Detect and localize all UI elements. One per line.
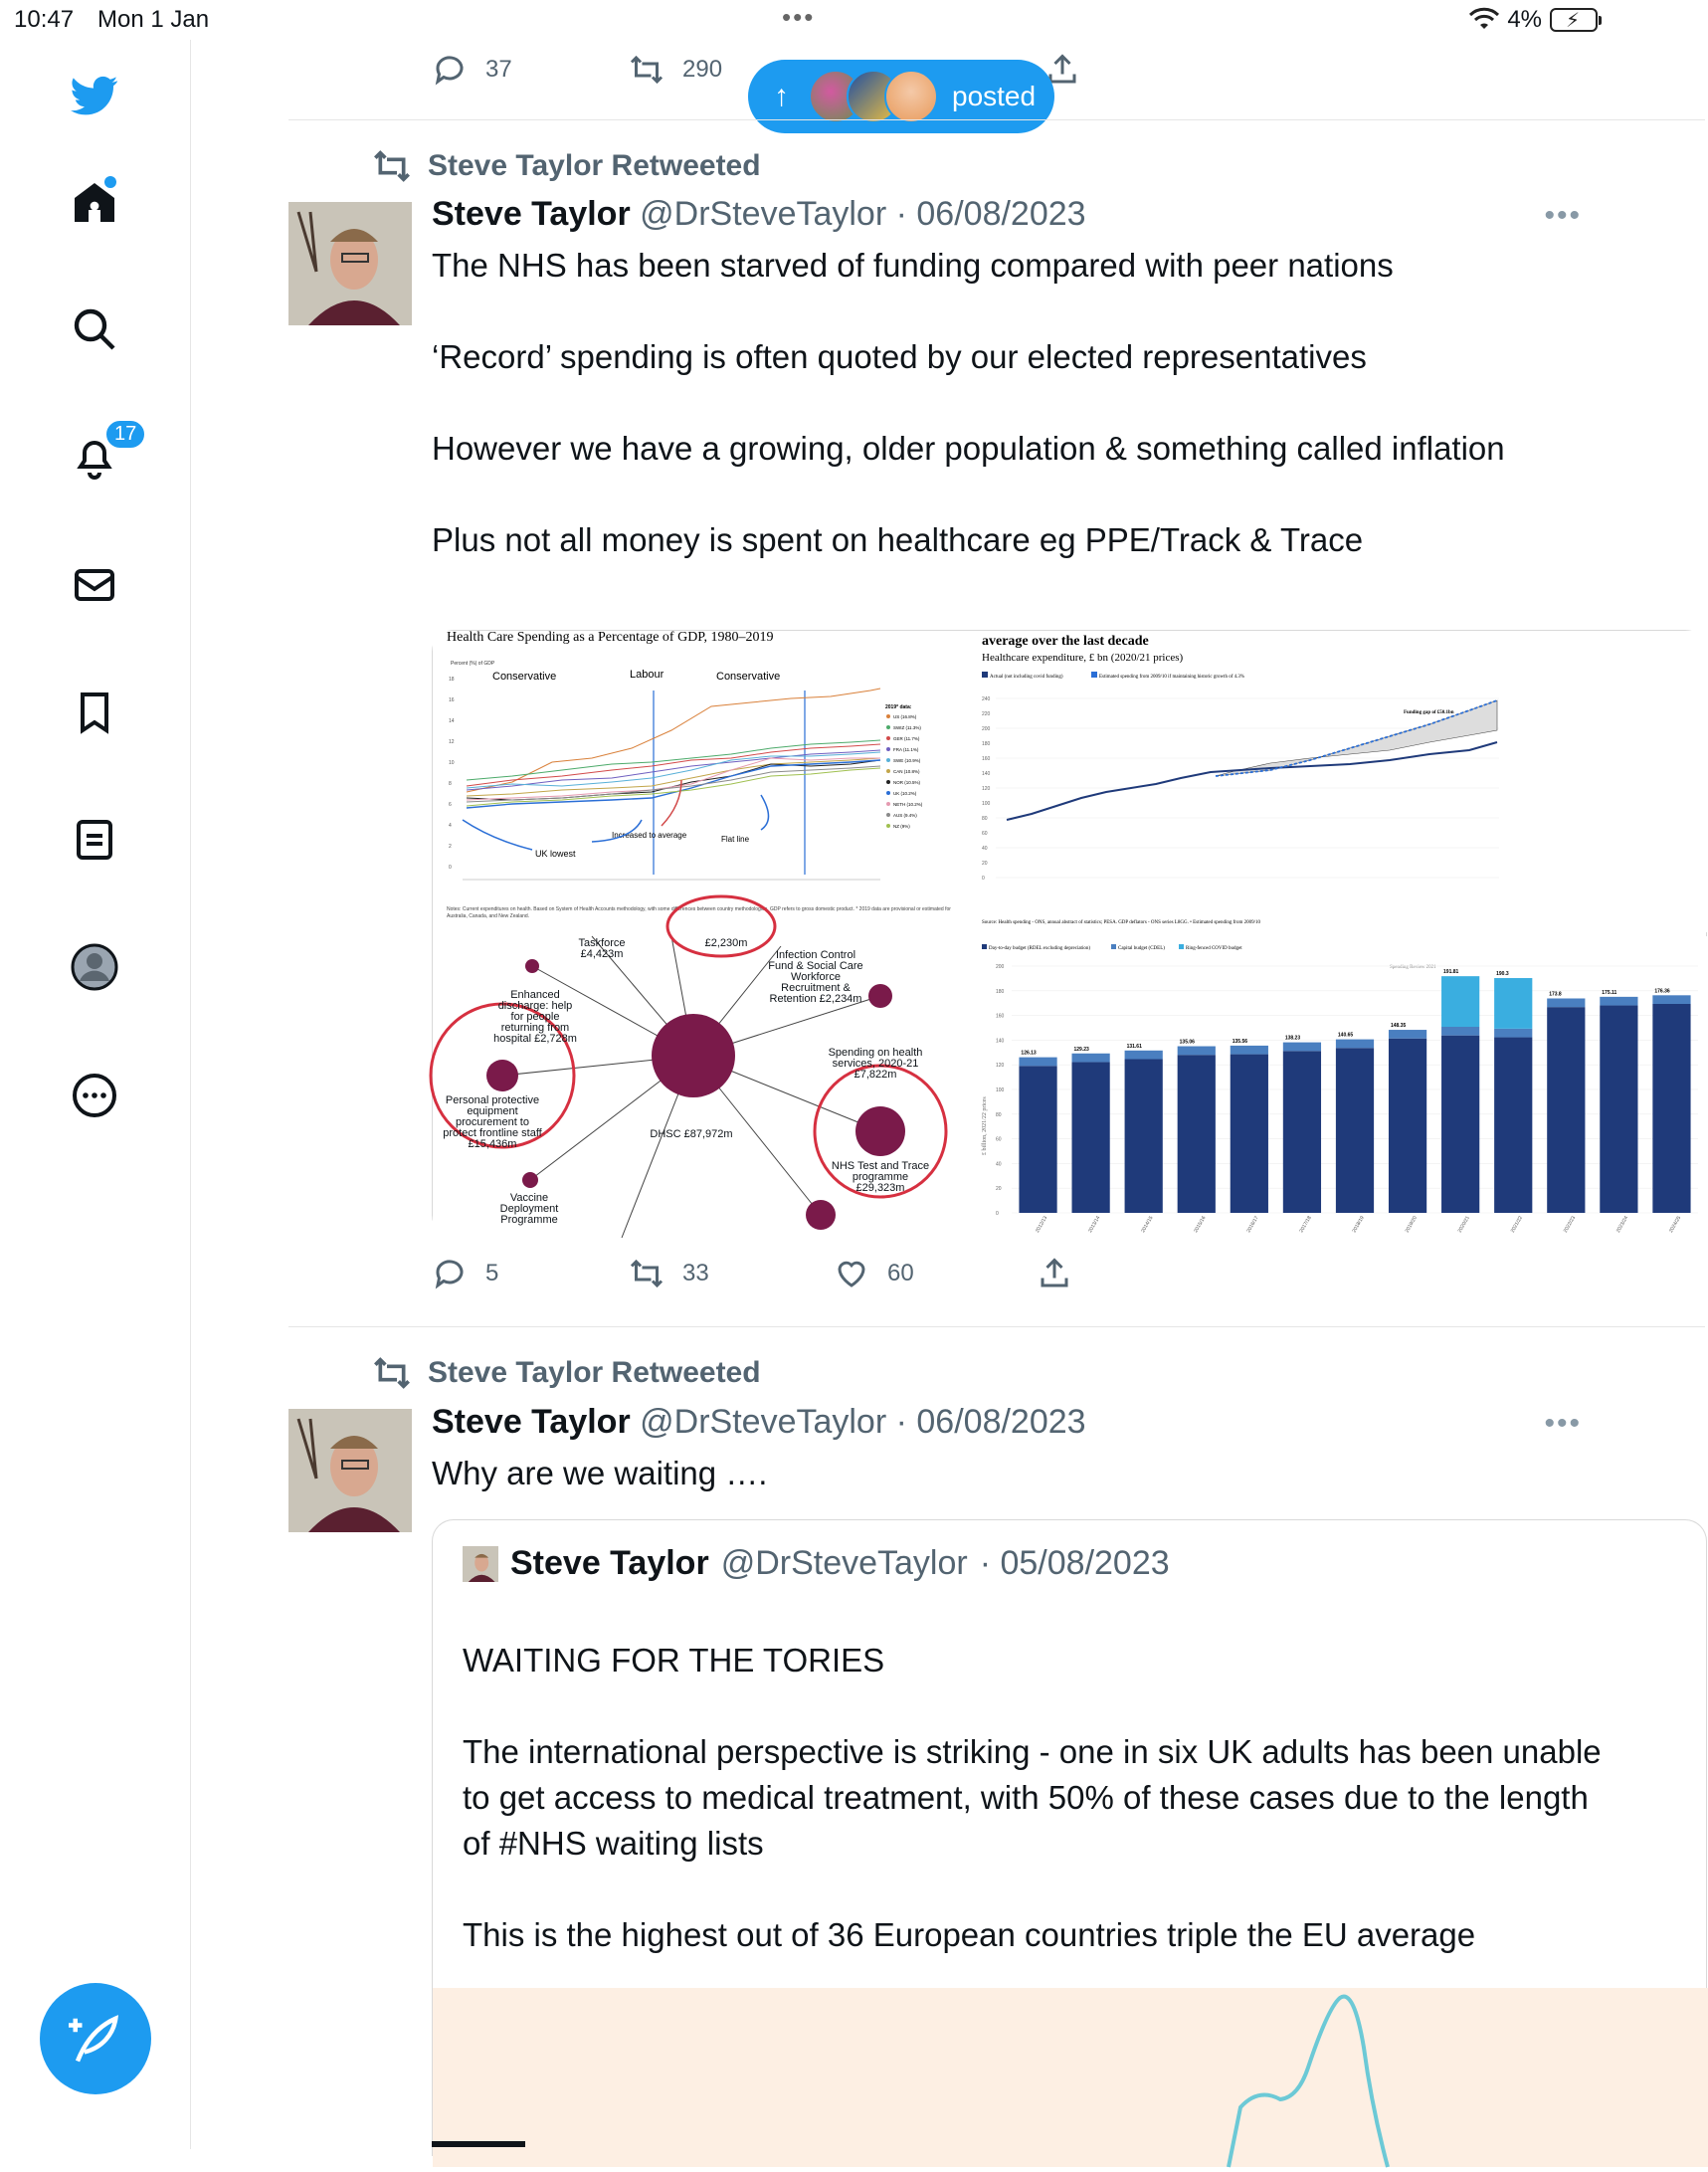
svg-text:12: 12: [449, 739, 455, 745]
tweet-paragraph: The NHS has been starved of funding compared with peer nations: [432, 247, 1394, 284]
bar-value-label: 140.65: [1337, 1032, 1354, 1039]
line-series: [1229, 1997, 1388, 2167]
bar-day-to-day: [1600, 1006, 1637, 1213]
chart-ylabel: Percent (%) of GDP: [451, 661, 495, 667]
retweeted-by-line[interactable]: [372, 146, 761, 186]
x-tick-label: 2012/13: [1035, 1215, 1049, 1234]
actual-spending-line: [1007, 742, 1497, 820]
chart-annotation: Funding gap of £50.1bn: [1404, 710, 1454, 715]
reply-icon: [432, 52, 468, 88]
bar-capital: [1283, 1043, 1321, 1052]
svg-text:US (16.8%): US (16.8%): [893, 714, 917, 719]
era-label: Conservative: [716, 671, 781, 683]
svg-text:NZ (9%): NZ (9%): [893, 824, 910, 829]
bubble: [806, 1200, 836, 1230]
divider: [288, 1326, 1705, 1327]
bar-capital: [1547, 998, 1585, 1007]
bar-capital: [1336, 1040, 1374, 1049]
retweeted-by-line[interactable]: [372, 1353, 761, 1393]
retweet-count: 33: [682, 1260, 709, 1286]
bar-value-label: 173.8: [1549, 991, 1562, 998]
profile-avatar-icon[interactable]: [67, 939, 122, 995]
retweet-button[interactable]: [629, 1256, 709, 1291]
avatar[interactable]: [288, 202, 412, 325]
retweet-icon: [629, 52, 664, 88]
bubble-labels: Taskforce £4,423m £2,230m Infection Control Fund & Social Care Workforce Recruitment & Retention £2,234m Enhanced discharge: help for people returning from hospital £2,728m Spending on health services, 2020-21 £7,822m Personal protective equipment procurement to protect frontline staff £15,436m DHSC £87,972m NHS Test and Trace programme £29,323m Vaccine Deployment Programme: [443, 937, 930, 1226]
wifi-icon: [1469, 8, 1499, 32]
bar-capital: [1441, 1027, 1479, 1036]
svg-text:NOR (10.5%): NOR (10.5%): [893, 780, 921, 785]
y-tick-label: 0: [996, 1211, 999, 1217]
home-unread-dot: [104, 176, 116, 188]
bar-series: [1019, 976, 1690, 1213]
retweeted-by-label: Steve Taylor Retweeted: [428, 1356, 761, 1389]
tweet-date[interactable]: · 06/08/2023: [895, 195, 1086, 233]
lists-icon[interactable]: [67, 812, 122, 868]
display-name[interactable]: Steve Taylor: [432, 1403, 631, 1441]
display-name: Steve Taylor: [510, 1544, 709, 1582]
reply-button[interactable]: [432, 1256, 498, 1291]
share-icon: [1037, 1256, 1072, 1291]
bar-day-to-day: [1389, 1039, 1426, 1213]
chart-title: average over the last decade: [982, 634, 1149, 649]
bar-day-to-day: [1231, 1055, 1268, 1213]
svg-text:10: 10: [449, 760, 455, 766]
bar-day-to-day: [1072, 1062, 1110, 1213]
chart-subtitle: Healthcare expenditure, £ bn (2020/21 prices): [982, 652, 1184, 664]
bar-value-label: 129.23: [1073, 1046, 1089, 1053]
multitask-dots-icon[interactable]: •••: [782, 2, 816, 32]
reply-count: 5: [485, 1260, 499, 1286]
y-tick-label: 80: [996, 1111, 1002, 1118]
svg-text:60: 60: [982, 831, 988, 837]
reply-icon: [432, 1256, 468, 1291]
messages-envelope-icon[interactable]: [67, 557, 122, 613]
y-tick-label: 140: [996, 1038, 1005, 1045]
y-tick-label: 200: [996, 964, 1005, 970]
bar-capital: [1019, 1058, 1056, 1067]
legend-item: Capital budget (CDEL): [1118, 946, 1165, 951]
chart-title: Health Care Spending as a Percentage of GDP, 1980–2019: [447, 630, 774, 645]
chart-notes: Notes: Current expenditures on health. Based on System of Health Accounts methodology, with some differences between country methodologies. GDP refers to gross domestic product. * 2019 data are provisional or estimated for Australia, Canada, and New Zealand.: [447, 906, 951, 919]
compose-tweet-button[interactable]: [40, 1983, 151, 2094]
home-icon[interactable]: [67, 174, 122, 230]
battery-icon: ⚡: [1550, 8, 1598, 32]
retweet-icon: [372, 1353, 412, 1393]
bar-day-to-day: [1652, 1004, 1690, 1213]
bar-value-label: 176.36: [1654, 988, 1670, 995]
handle: @DrSteveTaylor: [720, 1544, 968, 1582]
svg-text:NETH (10.2%): NETH (10.2%): [893, 802, 923, 807]
svg-text:220: 220: [982, 711, 991, 717]
annotation-arrow: [463, 820, 532, 850]
bar-value-label: 148.35: [1390, 1023, 1407, 1030]
y-tick-label: 60: [996, 1136, 1002, 1143]
svg-text:180: 180: [982, 741, 991, 747]
era-label: Conservative: [492, 671, 557, 683]
y-tick-label: 20: [996, 1186, 1002, 1193]
tweet-paragraph: The international perspective is striking - one in six UK adults has been unable to get access to medical treatment, with 50% of these cases due to the length of #NHS waiting lists: [463, 1733, 1602, 1862]
tweet-paragraph: However we have a growing, older population & something called inflation: [432, 430, 1505, 467]
quoted-tweet-text: [463, 1638, 1616, 1958]
bar-capital: [1652, 995, 1690, 1004]
bubble: [525, 959, 539, 973]
share-button[interactable]: [1037, 1256, 1072, 1291]
svg-text:0: 0: [982, 876, 985, 882]
svg-text:UK (10.2%): UK (10.2%): [893, 791, 917, 796]
svg-text:0: 0: [449, 865, 452, 871]
svg-text:8: 8: [449, 781, 452, 787]
annotation-arrow: [761, 795, 769, 830]
like-button[interactable]: [834, 1256, 914, 1291]
x-tick-label: 2017/18: [1298, 1215, 1313, 1234]
search-icon[interactable]: [67, 301, 122, 357]
estimated-spending-line: [1216, 700, 1497, 776]
retweet-button[interactable]: [629, 52, 722, 88]
svg-text:40: 40: [982, 846, 988, 852]
bar-capital: [1072, 1054, 1110, 1063]
battery-percent: 4%: [1507, 6, 1542, 33]
tweet-paragraph: Plus not all money is spent on healthcare eg PPE/Track & Trace: [432, 521, 1364, 558]
svg-text:FRA (11.1%): FRA (11.1%): [893, 747, 919, 752]
quoted-tweet-header: [463, 1544, 1170, 1583]
bookmark-icon[interactable]: [67, 685, 122, 740]
status-indicators: [1469, 6, 1598, 34]
retweeted-by-label: Steve Taylor Retweeted: [428, 149, 761, 182]
bar-value-label: 131.61: [1126, 1043, 1142, 1050]
twitter-logo-icon[interactable]: [67, 68, 122, 123]
tweet-paragraph: WAITING FOR THE TORIES: [463, 1642, 885, 1678]
svg-text:GER (11.7%): GER (11.7%): [893, 736, 920, 741]
x-tick-label: 2021/22: [1509, 1215, 1525, 1234]
bar-day-to-day: [1019, 1066, 1056, 1213]
media-image-bubble-network[interactable]: [433, 936, 968, 1238]
x-tick-label: 2015/16: [1193, 1215, 1208, 1234]
y-tick-label: 40: [996, 1161, 1002, 1168]
bar-day-to-day: [1336, 1048, 1374, 1213]
heart-icon: [834, 1256, 869, 1291]
tweet-text: [432, 243, 1506, 563]
x-tick-label: 2016/17: [1245, 1215, 1260, 1234]
bar-capital: [1231, 1046, 1268, 1055]
bar-value-label: 135.06: [1179, 1039, 1195, 1046]
svg-text:20: 20: [982, 861, 988, 867]
retweet-icon: [629, 1256, 664, 1291]
tweet-header: [432, 1403, 1086, 1442]
x-tick-label: 2018/19: [1351, 1215, 1366, 1234]
y-tick-label: 100: [996, 1087, 1005, 1093]
avatar: [463, 1546, 498, 1582]
media-image-gdp-chart[interactable]: [433, 631, 968, 932]
tweet-paragraph: Why are we waiting ….: [432, 1455, 768, 1491]
retweet-icon: [372, 146, 412, 186]
x-tick-label: 2022/23: [1562, 1215, 1578, 1234]
bubble-dhsc: [652, 1014, 735, 1097]
bar-value-label: 191.81: [1443, 969, 1459, 976]
handle[interactable]: @DrSteveTaylor: [640, 195, 887, 233]
bar-value-label: 126.13: [1021, 1050, 1037, 1057]
tweet-date: · 05/08/2023: [979, 1544, 1170, 1582]
funding-gap-area: [1216, 700, 1497, 776]
more-options-circle-icon[interactable]: [67, 1068, 122, 1123]
svg-text:120: 120: [982, 786, 991, 792]
bar-day-to-day: [1178, 1055, 1216, 1213]
tweet-paragraph: This is the highest out of 36 European countries triple the EU average: [463, 1916, 1476, 1953]
display-name[interactable]: Steve Taylor: [432, 195, 631, 233]
y-tick-label: 180: [996, 988, 1005, 995]
tweet-text: [432, 1451, 1506, 1496]
status-time: 10:47: [14, 6, 75, 33]
media-image-expenditure-chart[interactable]: [972, 631, 1708, 932]
x-tick-labels: [1035, 1215, 1682, 1234]
avatar[interactable]: [288, 1409, 412, 1532]
pill-avatars: [809, 70, 938, 123]
svg-text:240: 240: [982, 696, 991, 702]
status-date: Mon 1 Jan: [97, 6, 210, 33]
legend-item: Actual (not including covid funding): [990, 675, 1063, 680]
chart-note: Spending Review 2021: [1390, 965, 1436, 970]
svg-text:6: 6: [449, 802, 452, 808]
posted-label: posted: [952, 81, 1037, 111]
svg-text:SWE (10.9%): SWE (10.9%): [893, 758, 921, 763]
svg-text:140: 140: [982, 771, 991, 777]
tweet-date[interactable]: · 06/08/2023: [895, 1403, 1086, 1441]
svg-text:80: 80: [982, 816, 988, 822]
chart-source: Source: Health spending - ONS, annual abstract of statistics; PESA. GDP deflators - ONS series L8GG. • Estimated spending from 2009/10: [982, 920, 1260, 925]
bar-day-to-day: [1441, 1036, 1479, 1213]
svg-text:160: 160: [982, 756, 991, 762]
timeline-feed: [191, 40, 1683, 2149]
chart-legend: [886, 714, 923, 829]
svg-text:14: 14: [449, 718, 455, 724]
y-axis-label: £ billion, 2021/22 prices: [982, 1096, 988, 1155]
notifications-badge: 17: [104, 419, 146, 450]
y-tick-labels: [449, 677, 455, 871]
legend-item: Estimated spending from 2009/10 if maintaining historic growth of 4.3%: [1099, 675, 1245, 680]
scroll-indicator: [432, 2141, 525, 2147]
svg-text:SWIZ (11.3%): SWIZ (11.3%): [893, 725, 921, 730]
svg-text:200: 200: [982, 726, 991, 732]
sidebar: [0, 40, 191, 2149]
bar-covid: [1441, 976, 1479, 1027]
new-posts-pill[interactable]: [748, 60, 1054, 133]
svg-text:4: 4: [449, 823, 452, 829]
legend-item: Day-to-day budget (RDEL excluding depreciation): [989, 946, 1091, 951]
chart-annotation: Increased to average: [612, 831, 687, 840]
x-tick-label: 2013/14: [1087, 1215, 1102, 1234]
x-tick-label: 2024/25: [1667, 1215, 1683, 1234]
svg-text:CAN (10.8%): CAN (10.8%): [893, 769, 920, 774]
tweet-media-grid[interactable]: [432, 630, 1707, 1237]
x-tick-label: 2020/21: [1456, 1215, 1471, 1234]
svg-text:AUS (9.4%): AUS (9.4%): [893, 813, 917, 818]
bar-value-label: 135.56: [1232, 1038, 1248, 1045]
era-label: Labour: [630, 669, 664, 681]
tweet-more-icon[interactable]: •••: [1544, 1407, 1582, 1440]
y-tick-labels: [982, 696, 991, 882]
bar-day-to-day: [1125, 1059, 1163, 1213]
bar-value-label: 138.23: [1284, 1035, 1301, 1042]
bar-capital: [1125, 1051, 1163, 1060]
bar-day-to-day: [1547, 1007, 1585, 1213]
x-tick-label: 2014/15: [1140, 1215, 1155, 1234]
x-tick-label: 2019/20: [1404, 1215, 1419, 1234]
svg-text:16: 16: [449, 697, 455, 703]
avatar: [884, 70, 938, 123]
bar-capital: [1178, 1047, 1216, 1056]
bar-capital: [1494, 1029, 1532, 1038]
chart-annotation: UK lowest: [535, 849, 576, 859]
reply-button[interactable]: [432, 52, 512, 88]
legend-title: 2019* data:: [885, 704, 912, 710]
feather-plus-icon: [69, 2012, 122, 2066]
svg-text:18: 18: [449, 677, 455, 683]
bar-day-to-day: [1494, 1038, 1532, 1213]
legend-item: Ring-fenced COVID budget: [1186, 946, 1242, 951]
bar-value-label: 175.11: [1602, 989, 1617, 996]
divider: [288, 119, 1705, 120]
arrow-up-icon: ↑: [774, 80, 789, 112]
retweet-count: 290: [682, 56, 723, 83]
bar-value-label: 190.3: [1496, 971, 1509, 978]
tweet-header: [432, 195, 1086, 234]
media-image-budget-bars[interactable]: [972, 936, 1708, 1238]
y-tick-label: 120: [996, 1063, 1005, 1070]
quoted-tweet-card[interactable]: [432, 1519, 1707, 2156]
tweet-paragraph: ‘Record’ spending is often quoted by our elected representatives: [432, 338, 1367, 375]
bubble-test-trace: [855, 1106, 905, 1156]
bubble: [868, 984, 892, 1008]
svg-text:100: 100: [982, 801, 991, 807]
like-count: 60: [887, 1260, 914, 1286]
svg-text:2: 2: [449, 844, 452, 850]
handle[interactable]: @DrSteveTaylor: [640, 1403, 887, 1441]
status-bar: [0, 0, 1612, 40]
notifications-bell-icon[interactable]: [67, 423, 137, 485]
y-tick-label: 160: [996, 1013, 1005, 1020]
bar-day-to-day: [1283, 1051, 1321, 1213]
chart-annotation: Flat line: [721, 835, 750, 844]
reply-count: 37: [485, 56, 512, 83]
y-tick-labels: [996, 964, 1005, 1217]
x-tick-label: 2023/24: [1614, 1215, 1630, 1234]
bar-capital: [1600, 997, 1637, 1006]
tweet-more-icon[interactable]: •••: [1544, 199, 1582, 232]
bar-covid: [1494, 978, 1532, 1029]
bar-capital: [1389, 1030, 1426, 1039]
quoted-media-image[interactable]: [433, 1988, 1708, 2167]
country-lines: [467, 689, 880, 808]
